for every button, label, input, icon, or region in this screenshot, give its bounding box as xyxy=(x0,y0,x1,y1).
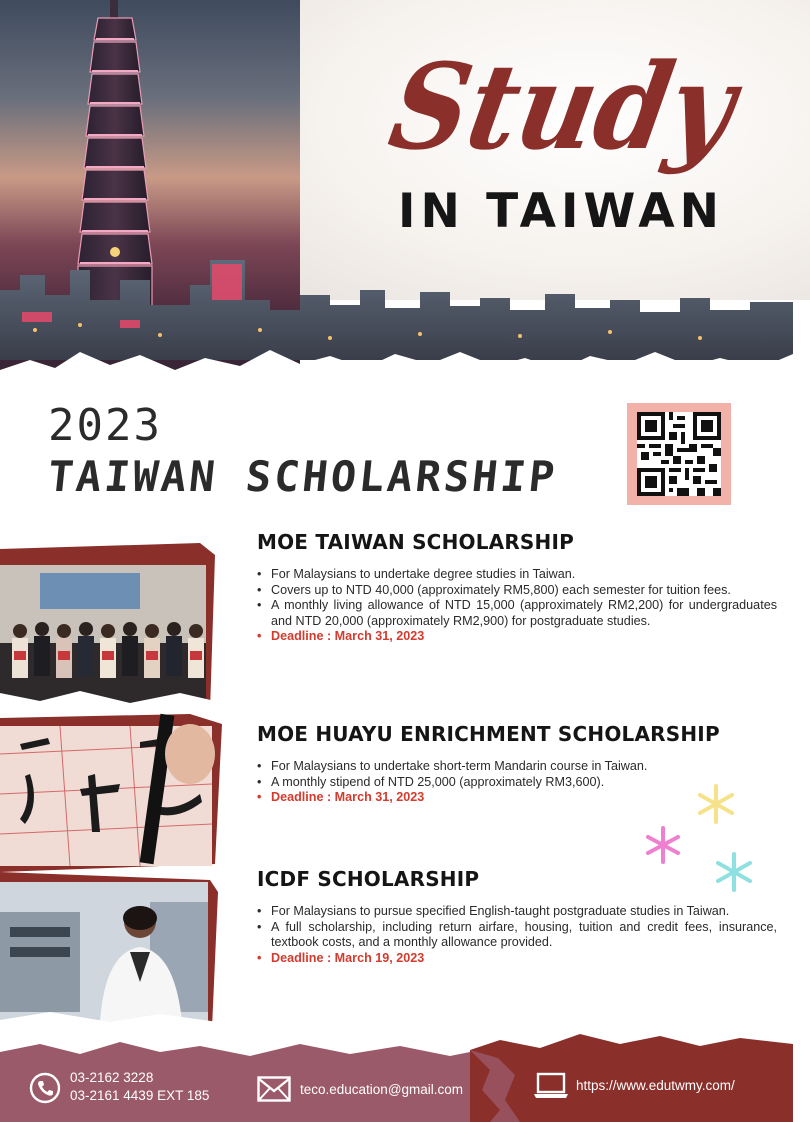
bullet-item: • A monthly living allowance of NTD 15,000 (approximately RM2,200) for undergraduates and NTD 20,000 (approximately RM2,900) for postgraduate studies. xyxy=(257,598,777,629)
year-heading: 2023 xyxy=(48,400,162,451)
qr-code-frame[interactable] xyxy=(627,403,731,505)
bullet-item: • For Malaysians to undertake short-term Mandarin course in Taiwan. xyxy=(257,759,777,775)
bullet-list xyxy=(257,904,777,966)
researcher-photo xyxy=(0,872,218,1028)
calligraphy-photo xyxy=(0,714,222,872)
hero-banner xyxy=(0,0,793,395)
sparkle-pink-icon xyxy=(644,824,682,866)
phone-icon xyxy=(29,1072,61,1104)
laptop-icon xyxy=(533,1072,569,1100)
scholarship-heading: TAIWAN SCHOLARSHIP xyxy=(45,452,560,501)
deadline-item: • Deadline : March 19, 2023 xyxy=(257,951,777,967)
study-script-title xyxy=(380,37,782,177)
bullet-list xyxy=(257,567,777,645)
bullet-item: • Covers up to NTD 40,000 (approximately RM5,800) each semester for tuition fees. xyxy=(257,583,777,599)
qr-code-icon[interactable] xyxy=(637,412,721,496)
phone-number-1[interactable]: 03-2162 3228 xyxy=(70,1070,154,1085)
icdf-scholarship-section xyxy=(257,867,777,966)
phone-number-2[interactable]: 03-2161 4439 EXT 185 xyxy=(70,1088,210,1103)
bullet-item: • A monthly stipend of NTD 25,000 (approximately RM3,600). xyxy=(257,775,777,791)
graduates-photo xyxy=(0,543,215,711)
contact-footer xyxy=(0,1030,793,1122)
email-link[interactable]: teco.education@gmail.com xyxy=(300,1082,464,1097)
deadline-item: • Deadline : March 31, 2023 xyxy=(257,629,777,645)
section-title: ICDF SCHOLARSHIP xyxy=(257,867,480,891)
sparkle-yellow-icon xyxy=(696,782,736,826)
bullet-item: • For Malaysians to undertake degree studies in Taiwan. xyxy=(257,567,777,583)
torn-paper-edge xyxy=(0,330,793,400)
moe-taiwan-scholarship-section xyxy=(257,530,777,645)
section-title: MOE HUAYU ENRICHMENT SCHOLARSHIP xyxy=(257,722,720,746)
in-taiwan-title: IN TAIWAN xyxy=(398,184,724,239)
bullet-item: • For Malaysians to pursue specified English-taught postgraduate studies in Taiwan. xyxy=(257,904,777,920)
study-script-text: Study xyxy=(380,37,782,177)
envelope-icon xyxy=(257,1076,291,1102)
website-link[interactable]: https://www.edutwmy.com/ xyxy=(576,1078,735,1093)
deadline-item: • Deadline : March 31, 2023 xyxy=(257,790,777,806)
sparkle-cyan-icon xyxy=(713,850,755,894)
qr-code-pattern xyxy=(637,412,721,496)
section-title: MOE TAIWAN SCHOLARSHIP xyxy=(257,530,574,554)
bullet-item: • A full scholarship, including return airfare, housing, tuition and credit fees, insurance, textbook costs, and a monthly allowance provided. xyxy=(257,920,777,951)
